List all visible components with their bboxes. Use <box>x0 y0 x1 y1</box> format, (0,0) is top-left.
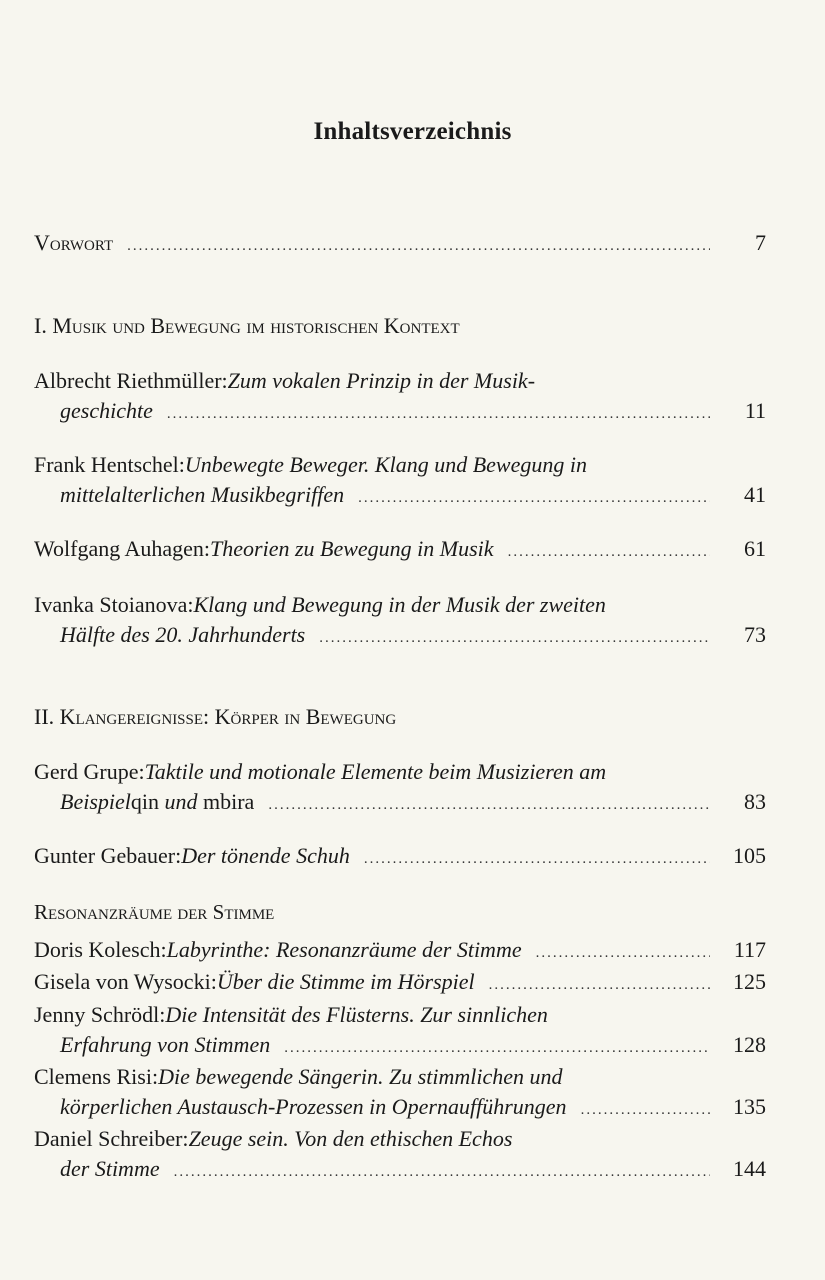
entry-author: Wolfgang Auhagen: <box>34 536 211 561</box>
entry-title: Der tönende Schuh <box>181 843 350 868</box>
entry-author: Jenny Schrödl: <box>34 1002 166 1027</box>
leader-dots <box>508 537 710 567</box>
leader-dots <box>268 790 710 820</box>
entry-title-cont: Beispiel <box>60 789 131 814</box>
leader-dots <box>489 970 710 1000</box>
entry-author: Gerd Grupe: <box>34 759 145 784</box>
section-heading-part1: I. Musik und Bewegung im historischen Kontext <box>34 313 460 338</box>
page-number: 73 <box>744 622 766 647</box>
entry-author: Ivanka Stoianova: <box>34 592 194 617</box>
entry-title: Theorien zu Bewegung in Musik <box>210 536 494 561</box>
toc-entry <box>34 935 766 968</box>
leader-dots <box>174 1157 710 1187</box>
toc-entry <box>34 450 766 513</box>
entry-title-cont: mittelalterlichen Musikbegriffen <box>60 482 345 507</box>
section-heading-part2: II. Klangereignisse: Körper in Bewegung <box>34 704 397 729</box>
entry-title-cont: körperlichen Austausch-Prozessen in Opernaufführungen <box>60 1094 567 1119</box>
entry-title-cont: geschichte <box>60 398 153 423</box>
entry-title: Klang und Bewegung in der Musik der zweiten <box>193 592 606 617</box>
page-number: 144 <box>733 1156 766 1181</box>
page-number: 135 <box>733 1094 766 1119</box>
entry-author: Clemens Risi: <box>34 1064 159 1089</box>
page-title: Inhaltsverzeichnis <box>313 118 512 145</box>
entry-author: Albrecht Riethmüller: <box>34 368 228 393</box>
entry-title: Über die Stimme im Hörspiel <box>216 969 475 994</box>
leader-dots <box>319 623 710 653</box>
page-number: 83 <box>744 789 766 814</box>
leader-dots <box>581 1095 710 1125</box>
entry-author: Doris Kolesch: <box>34 937 167 962</box>
entry-author: Frank Hentschel: <box>34 452 185 477</box>
page-number: 125 <box>733 969 766 994</box>
page-number: 11 <box>744 398 766 423</box>
toc-entry <box>34 1062 766 1125</box>
entry-author: Daniel Schreiber: <box>34 1126 189 1151</box>
subsection-heading: Resonanzräume der Stimme <box>34 900 275 924</box>
leader-dots <box>127 231 710 261</box>
entry-author: Gisela von Wysocki: <box>34 969 217 994</box>
page-number: 105 <box>733 843 766 868</box>
page-number: 61 <box>744 536 766 561</box>
entry-title: Zeuge sein. Von den ethischen Echos <box>188 1126 513 1151</box>
toc-entry <box>34 841 766 874</box>
toc-entry <box>34 967 766 1000</box>
page-number: 117 <box>733 937 766 962</box>
entry-title: Unbewegte Beweger. Klang und Bewegung in <box>184 452 587 477</box>
page-number: 7 <box>755 230 766 255</box>
toc-entry <box>34 757 766 820</box>
leader-dots <box>536 938 710 968</box>
entry-title-term: mbira <box>203 789 255 814</box>
page-number: 41 <box>744 482 766 507</box>
entry-title: Die bewegende Sängerin. Zu stimmlichen und <box>158 1064 563 1089</box>
toc-entry <box>34 590 766 653</box>
leader-dots <box>167 399 710 429</box>
entry-title: Die Intensität des Flüsterns. Zur sinnlichen <box>165 1002 548 1027</box>
entry-title-cont: der Stimme <box>60 1156 160 1181</box>
toc-entry <box>34 534 766 567</box>
toc-entry-vorwort <box>34 228 766 261</box>
entry-title: Zum vokalen Prinzip in der Musik- <box>227 368 536 393</box>
page-number: 128 <box>733 1032 766 1057</box>
leader-dots <box>284 1033 710 1063</box>
entry-title-cont: Hälfte des 20. Jahrhunderts <box>60 622 306 647</box>
entry-title-cont: und <box>159 789 203 814</box>
vorwort-label: Vorwort <box>34 230 114 255</box>
entry-title: Labyrinthe: Resonanzräume der Stimme <box>166 937 522 962</box>
entry-title: Taktile und motionale Elemente beim Musizieren am <box>144 759 607 784</box>
toc-entry <box>34 366 766 429</box>
toc-entry <box>34 1000 766 1063</box>
leader-dots <box>358 483 710 513</box>
entry-author: Gunter Gebauer: <box>34 843 182 868</box>
toc-entry <box>34 1124 766 1187</box>
leader-dots <box>364 844 710 874</box>
entry-title-term: qin <box>130 789 159 814</box>
entry-title-cont: Erfahrung von Stimmen <box>60 1032 271 1057</box>
